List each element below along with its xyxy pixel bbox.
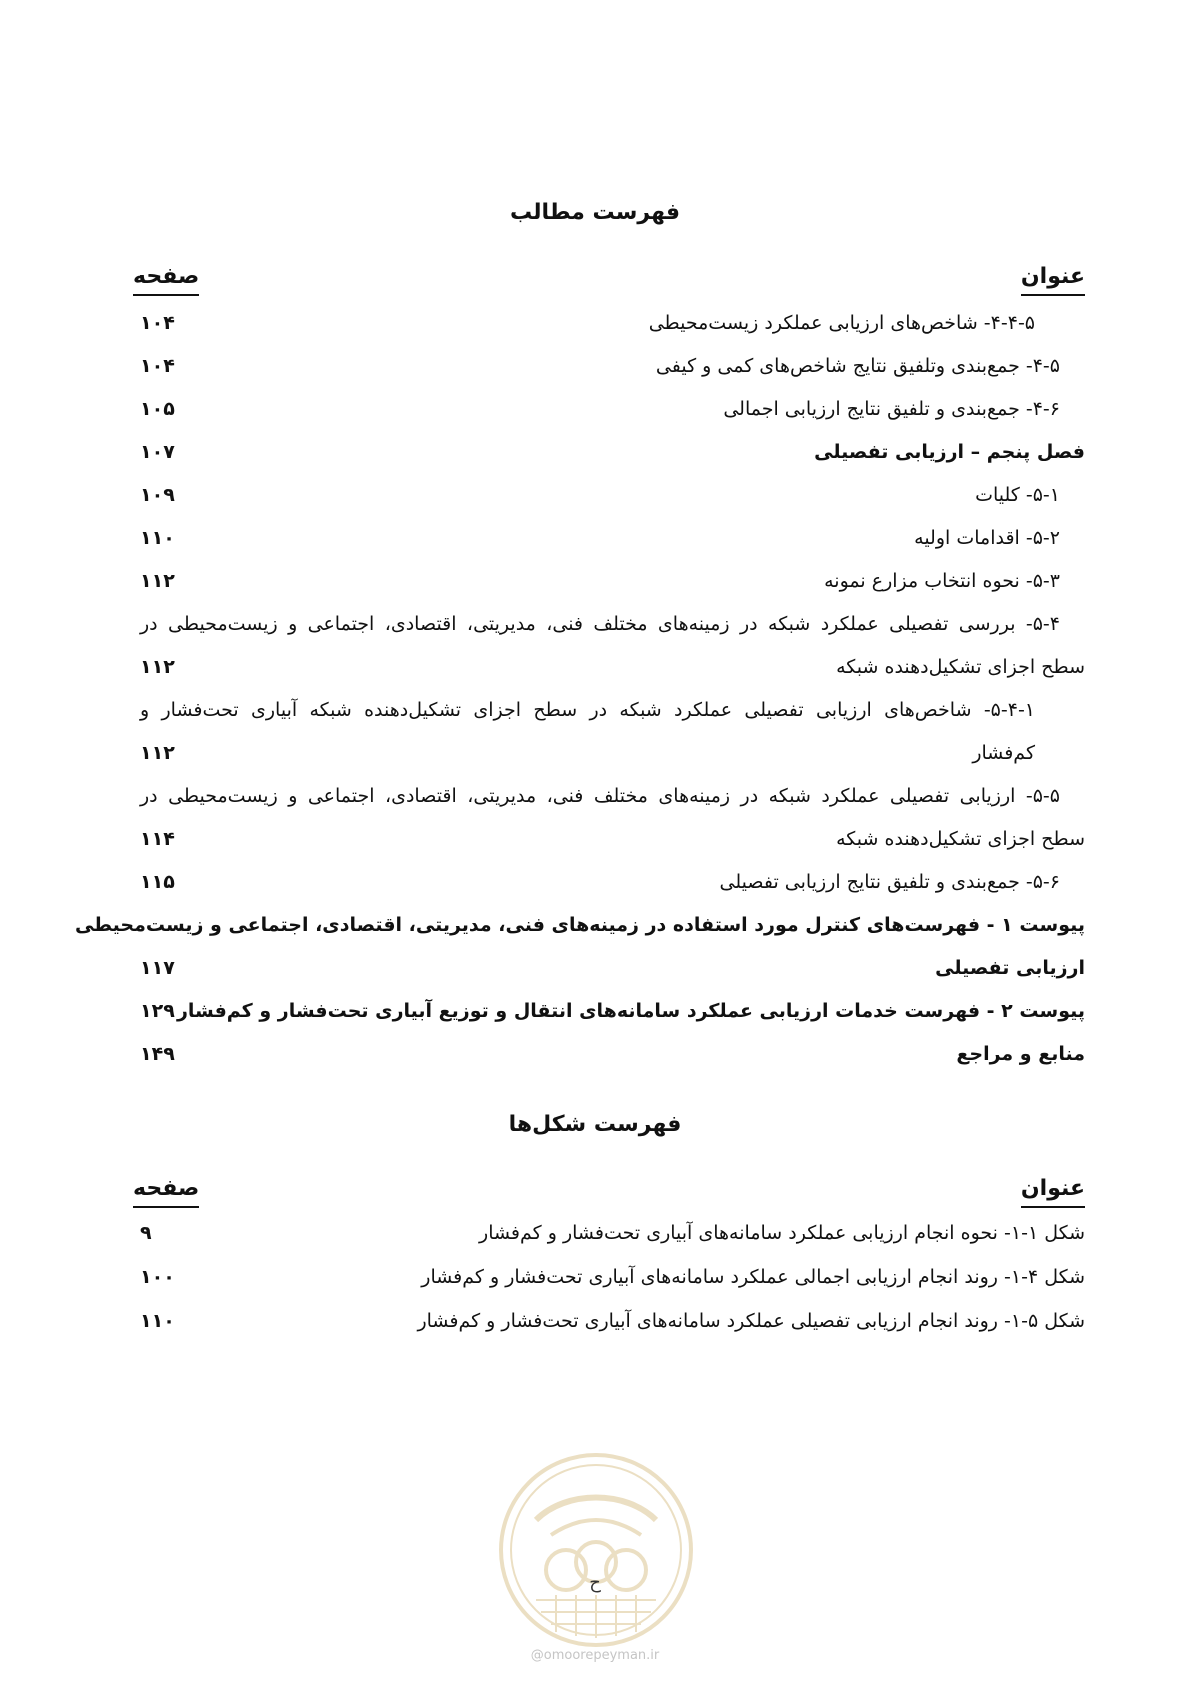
toc-entry-page: ۱۱۰ xyxy=(140,527,175,549)
toc-entry-title: ۴-۶- جمع‌بندی و تلفیق نتایج ارزیابی اجمالی xyxy=(723,398,1060,420)
toc-entry-title-cont: سطح اجزای تشکیل‌دهنده شبکه xyxy=(836,828,1085,850)
toc-entry-page: ۱۱۲ xyxy=(140,570,175,592)
figure-entry[interactable] xyxy=(0,1210,1190,1256)
toc-entry-title-cont: کم‌فشار xyxy=(972,742,1035,764)
toc-entry-line2[interactable] xyxy=(0,945,1190,991)
toc-entry-title-cont: سطح اجزای تشکیل‌دهنده شبکه xyxy=(836,656,1085,678)
toc-entry[interactable] xyxy=(0,988,1190,1034)
toc-entry-title: ۵-۶- جمع‌بندی و تلفیق نتایج ارزیابی تفصیلی xyxy=(719,871,1060,893)
toc-entry-title-cont: ارزیابی تفصیلی xyxy=(935,957,1085,979)
figure-entry-title: شکل ۱-۱- نحوه انجام ارزیابی عملکرد سامانه‌های آبیاری تحت‌فشار و کم‌فشار xyxy=(479,1222,1085,1244)
figure-entry-page: ۱۱۰ xyxy=(140,1310,175,1332)
toc-col-title: عنوان xyxy=(1021,262,1085,296)
toc-entry-title: ۵-۴- بررسی تفصیلی عملکرد شبکه در زمینه‌های مختلف فنی، مدیریتی، اقتصادی، اجتماعی و زیست‌محیطی در xyxy=(140,613,1060,635)
toc-entry[interactable] xyxy=(0,343,1190,389)
toc-entry-title: ۴-۴-۵- شاخص‌های ارزیابی عملکرد زیست‌محیطی xyxy=(648,312,1035,334)
toc-entry-page: ۱۰۵ xyxy=(140,398,175,420)
figure-entry[interactable] xyxy=(0,1298,1190,1344)
toc-entry-page: ۱۱۴ xyxy=(140,828,175,850)
figure-entry[interactable] xyxy=(0,1254,1190,1300)
toc-entry-page: ۱۱۵ xyxy=(140,871,175,893)
toc-entry-title: پیوست ۱ - فهرست‌های کنترل مورد استفاده در زمینه‌های فنی، مدیریتی، اقتصادی، اجتماعی و زیست‌محیطی xyxy=(74,914,1085,936)
figure-entry-title: شکل ۵-۱- روند انجام ارزیابی تفصیلی عملکرد سامانه‌های آبیاری تحت‌فشار و کم‌فشار xyxy=(417,1310,1085,1332)
toc-entry[interactable] xyxy=(0,1031,1190,1077)
toc-entry-line1[interactable] xyxy=(0,687,1190,733)
toc-entry-page: ۱۱۲ xyxy=(140,742,175,764)
toc-entry-page: ۱۲۹ xyxy=(140,1000,175,1022)
omoorepeyman-seal-icon xyxy=(496,1450,696,1650)
toc-entry-page: ۱۰۹ xyxy=(140,484,175,506)
toc-entry-line1[interactable] xyxy=(0,902,1190,948)
page-number: ح xyxy=(589,1572,601,1593)
figures-col-title: عنوان xyxy=(1021,1174,1085,1208)
toc-entry-page: ۱۰۷ xyxy=(140,441,175,463)
toc-entry-title: ۵-۵- ارزیابی تفصیلی عملکرد شبکه در زمینه‌های مختلف فنی، مدیریتی، اقتصادی، اجتماعی و زیست‌محیطی در xyxy=(140,785,1060,807)
toc-entry-line2[interactable] xyxy=(0,644,1190,690)
toc-entry[interactable] xyxy=(0,515,1190,561)
toc-entry-page: ۱۰۴ xyxy=(140,355,175,377)
toc-entry-page: ۱۱۷ xyxy=(140,957,175,979)
toc-col-page: صفحه xyxy=(133,262,199,296)
toc-entry[interactable] xyxy=(0,859,1190,905)
toc-entry-line1[interactable] xyxy=(0,601,1190,647)
toc-entry-title: منابع و مراجع xyxy=(956,1043,1085,1065)
toc-entry-line2[interactable] xyxy=(0,816,1190,862)
toc-entry-title: ۵-۱- کلیات xyxy=(975,484,1060,506)
watermark-site-text: @omoorepeyman.ir xyxy=(530,1648,660,1663)
toc-entry-page: ۱۴۹ xyxy=(140,1043,175,1065)
toc-entry-page: ۱۰۴ xyxy=(140,312,175,334)
toc-entry-title: پیوست ۲ - فهرست خدمات ارزیابی عملکرد سامانه‌های انتقال و توزیع آبیاری تحت‌فشار و کم‌فشار xyxy=(176,1000,1085,1022)
toc-entry-chapter[interactable] xyxy=(0,429,1190,475)
toc-entry-title: ۴-۵- جمع‌بندی وتلفیق نتایج شاخص‌های کمی و کیفی xyxy=(655,355,1060,377)
figures-title: فهرست شکل‌ها xyxy=(508,1112,682,1137)
figure-entry-page: ۹ xyxy=(140,1222,152,1244)
figure-entry-page: ۱۰۰ xyxy=(140,1266,175,1288)
toc-entry[interactable] xyxy=(0,300,1190,346)
toc-entry-page: ۱۱۲ xyxy=(140,656,175,678)
toc-entry[interactable] xyxy=(0,386,1190,432)
figures-col-page: صفحه xyxy=(133,1174,199,1208)
toc-entry-title: فصل پنجم – ارزیابی تفصیلی xyxy=(814,441,1085,463)
toc-title: فهرست مطالب xyxy=(509,200,681,225)
toc-entry-title: ۵-۳- نحوه انتخاب مزارع نمونه xyxy=(824,570,1060,592)
toc-entry-line1[interactable] xyxy=(0,773,1190,819)
toc-entry[interactable] xyxy=(0,558,1190,604)
figure-entry-title: شکل ۴-۱- روند انجام ارزیابی اجمالی عملکرد سامانه‌های آبیاری تحت‌فشار و کم‌فشار xyxy=(421,1266,1085,1288)
toc-entry-title: ۵-۲- اقدامات اولیه xyxy=(914,527,1060,549)
toc-entry[interactable] xyxy=(0,472,1190,518)
toc-entry-line2[interactable] xyxy=(0,730,1190,776)
toc-entry-title: ۵-۴-۱- شاخص‌های ارزیابی تفصیلی عملکرد شبکه در سطح اجزای تشکیل‌دهنده شبکه آبیاری تحت‌فشار و xyxy=(140,699,1035,721)
